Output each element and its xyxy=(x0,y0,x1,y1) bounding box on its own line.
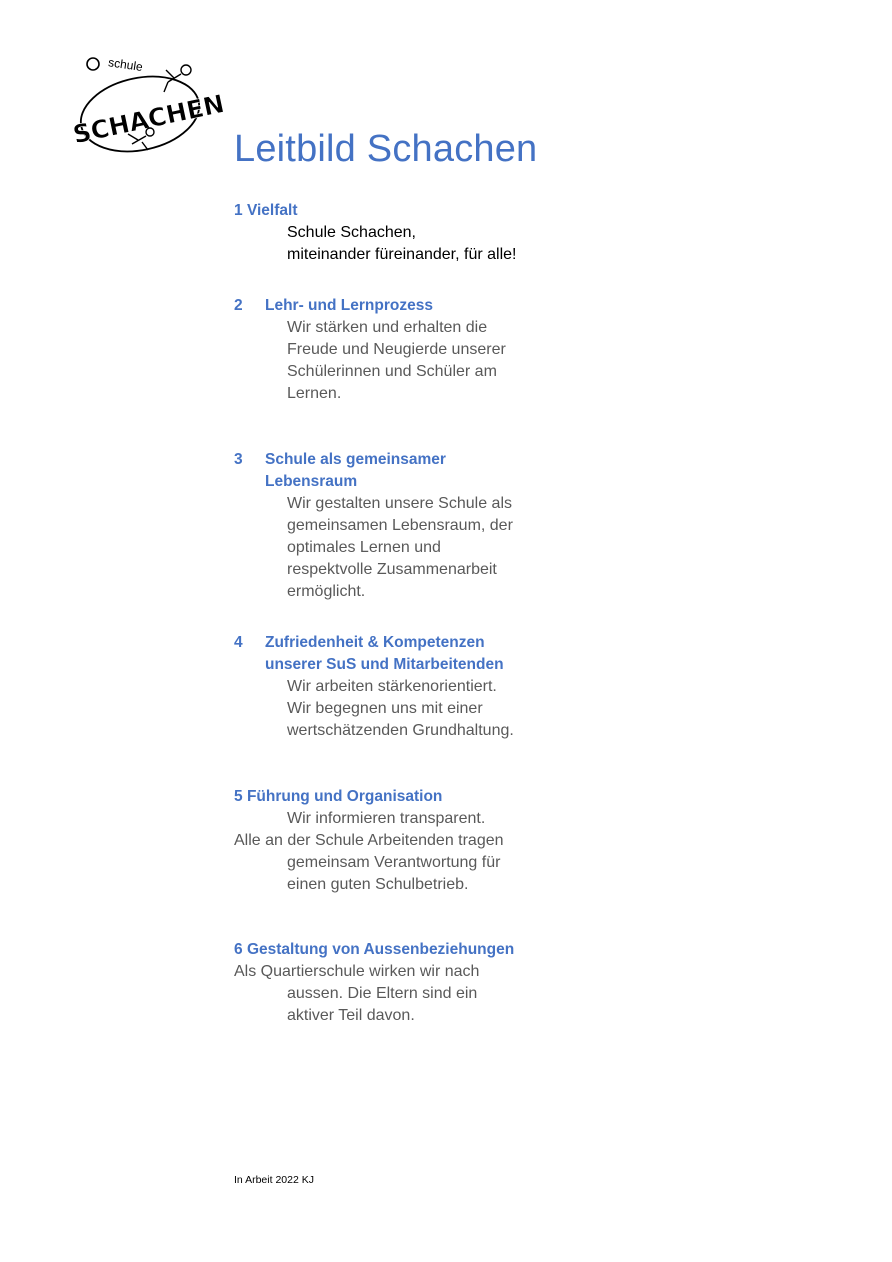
section-lebensraum xyxy=(234,449,594,603)
body-line: aussen. Die Eltern sind ein xyxy=(287,985,478,1002)
body-line: Wir gestalten unsere Schule als xyxy=(287,495,512,512)
body-line: Schülerinnen und Schüler am xyxy=(287,363,497,380)
section-number: 4 xyxy=(234,634,243,651)
section-body xyxy=(234,961,594,1027)
section-title-line: Lebensraum xyxy=(265,473,358,490)
section-body xyxy=(234,317,594,405)
section-body xyxy=(234,808,594,896)
logo-text-top: schule xyxy=(107,55,144,74)
body-line: wertschätzenden Grundhaltung. xyxy=(287,722,514,739)
section-title: Führung und Organisation xyxy=(246,788,443,805)
body-line: gemeinsam Verantwortung für xyxy=(287,854,501,871)
section-title-line: Zufriedenheit & Kompetenzen xyxy=(265,634,485,651)
section-title: Lehr- und Lernprozess xyxy=(265,297,433,314)
section-body xyxy=(234,493,594,603)
section-number: 2 xyxy=(234,297,243,314)
section-title: Gestaltung von Aussenbeziehungen xyxy=(246,941,515,958)
footer-note: In Arbeit 2022 KJ xyxy=(234,1174,314,1186)
body-line: Wir begegnen uns mit einer xyxy=(287,700,483,717)
body-line: Lernen. xyxy=(287,385,342,402)
section-heading xyxy=(234,449,594,493)
body-line: Wir informieren transparent. xyxy=(287,810,486,827)
body-line: ermöglicht. xyxy=(287,583,366,600)
section-heading xyxy=(234,632,594,676)
section-heading xyxy=(234,786,594,808)
body-line: einen guten Schulbetrieb. xyxy=(287,876,469,893)
section-title: Vielfalt xyxy=(246,202,298,219)
section-body xyxy=(234,676,594,742)
section-title xyxy=(265,449,594,493)
body-line: gemeinsamen Lebensraum, der xyxy=(287,517,513,534)
section-heading xyxy=(234,295,594,317)
section-number: 1 xyxy=(234,202,243,219)
section-vielfalt xyxy=(234,200,594,266)
body-line: optimales Lernen und xyxy=(287,539,441,556)
body-line: Alle an der Schule Arbeitenden tragen xyxy=(234,832,504,849)
school-logo xyxy=(68,52,227,156)
section-body xyxy=(234,222,594,266)
section-title xyxy=(265,632,594,676)
body-line: aktiver Teil davon. xyxy=(287,1007,415,1024)
body-line: Wir stärken und erhalten die xyxy=(287,319,488,336)
body-line: Schule Schachen, xyxy=(287,224,416,241)
section-title-line: unserer SuS und Mitarbeitenden xyxy=(265,656,504,673)
section-zufriedenheit xyxy=(234,632,594,742)
body-line: Freude und Neugierde unserer xyxy=(287,341,506,358)
section-heading xyxy=(234,200,594,222)
section-number: 3 xyxy=(234,451,243,468)
section-number: 6 xyxy=(234,941,243,958)
section-lehr-lernprozess xyxy=(234,295,594,405)
section-heading xyxy=(234,939,594,961)
body-line: miteinander füreinander, für alle! xyxy=(287,246,517,263)
body-line: respektvolle Zusammenarbeit xyxy=(287,561,497,578)
body-line: Wir arbeiten stärkenorientiert. xyxy=(287,678,497,695)
logo-text-main: SCHACHEN xyxy=(70,89,227,150)
page-title: Leitbild Schachen xyxy=(234,128,538,170)
body-line: Als Quartierschule wirken wir nach xyxy=(234,963,480,980)
section-fuehrung xyxy=(234,786,594,896)
section-aussenbeziehungen xyxy=(234,939,594,1027)
section-number: 5 xyxy=(234,788,243,805)
section-title-line: Schule als gemeinsamer xyxy=(265,451,446,468)
